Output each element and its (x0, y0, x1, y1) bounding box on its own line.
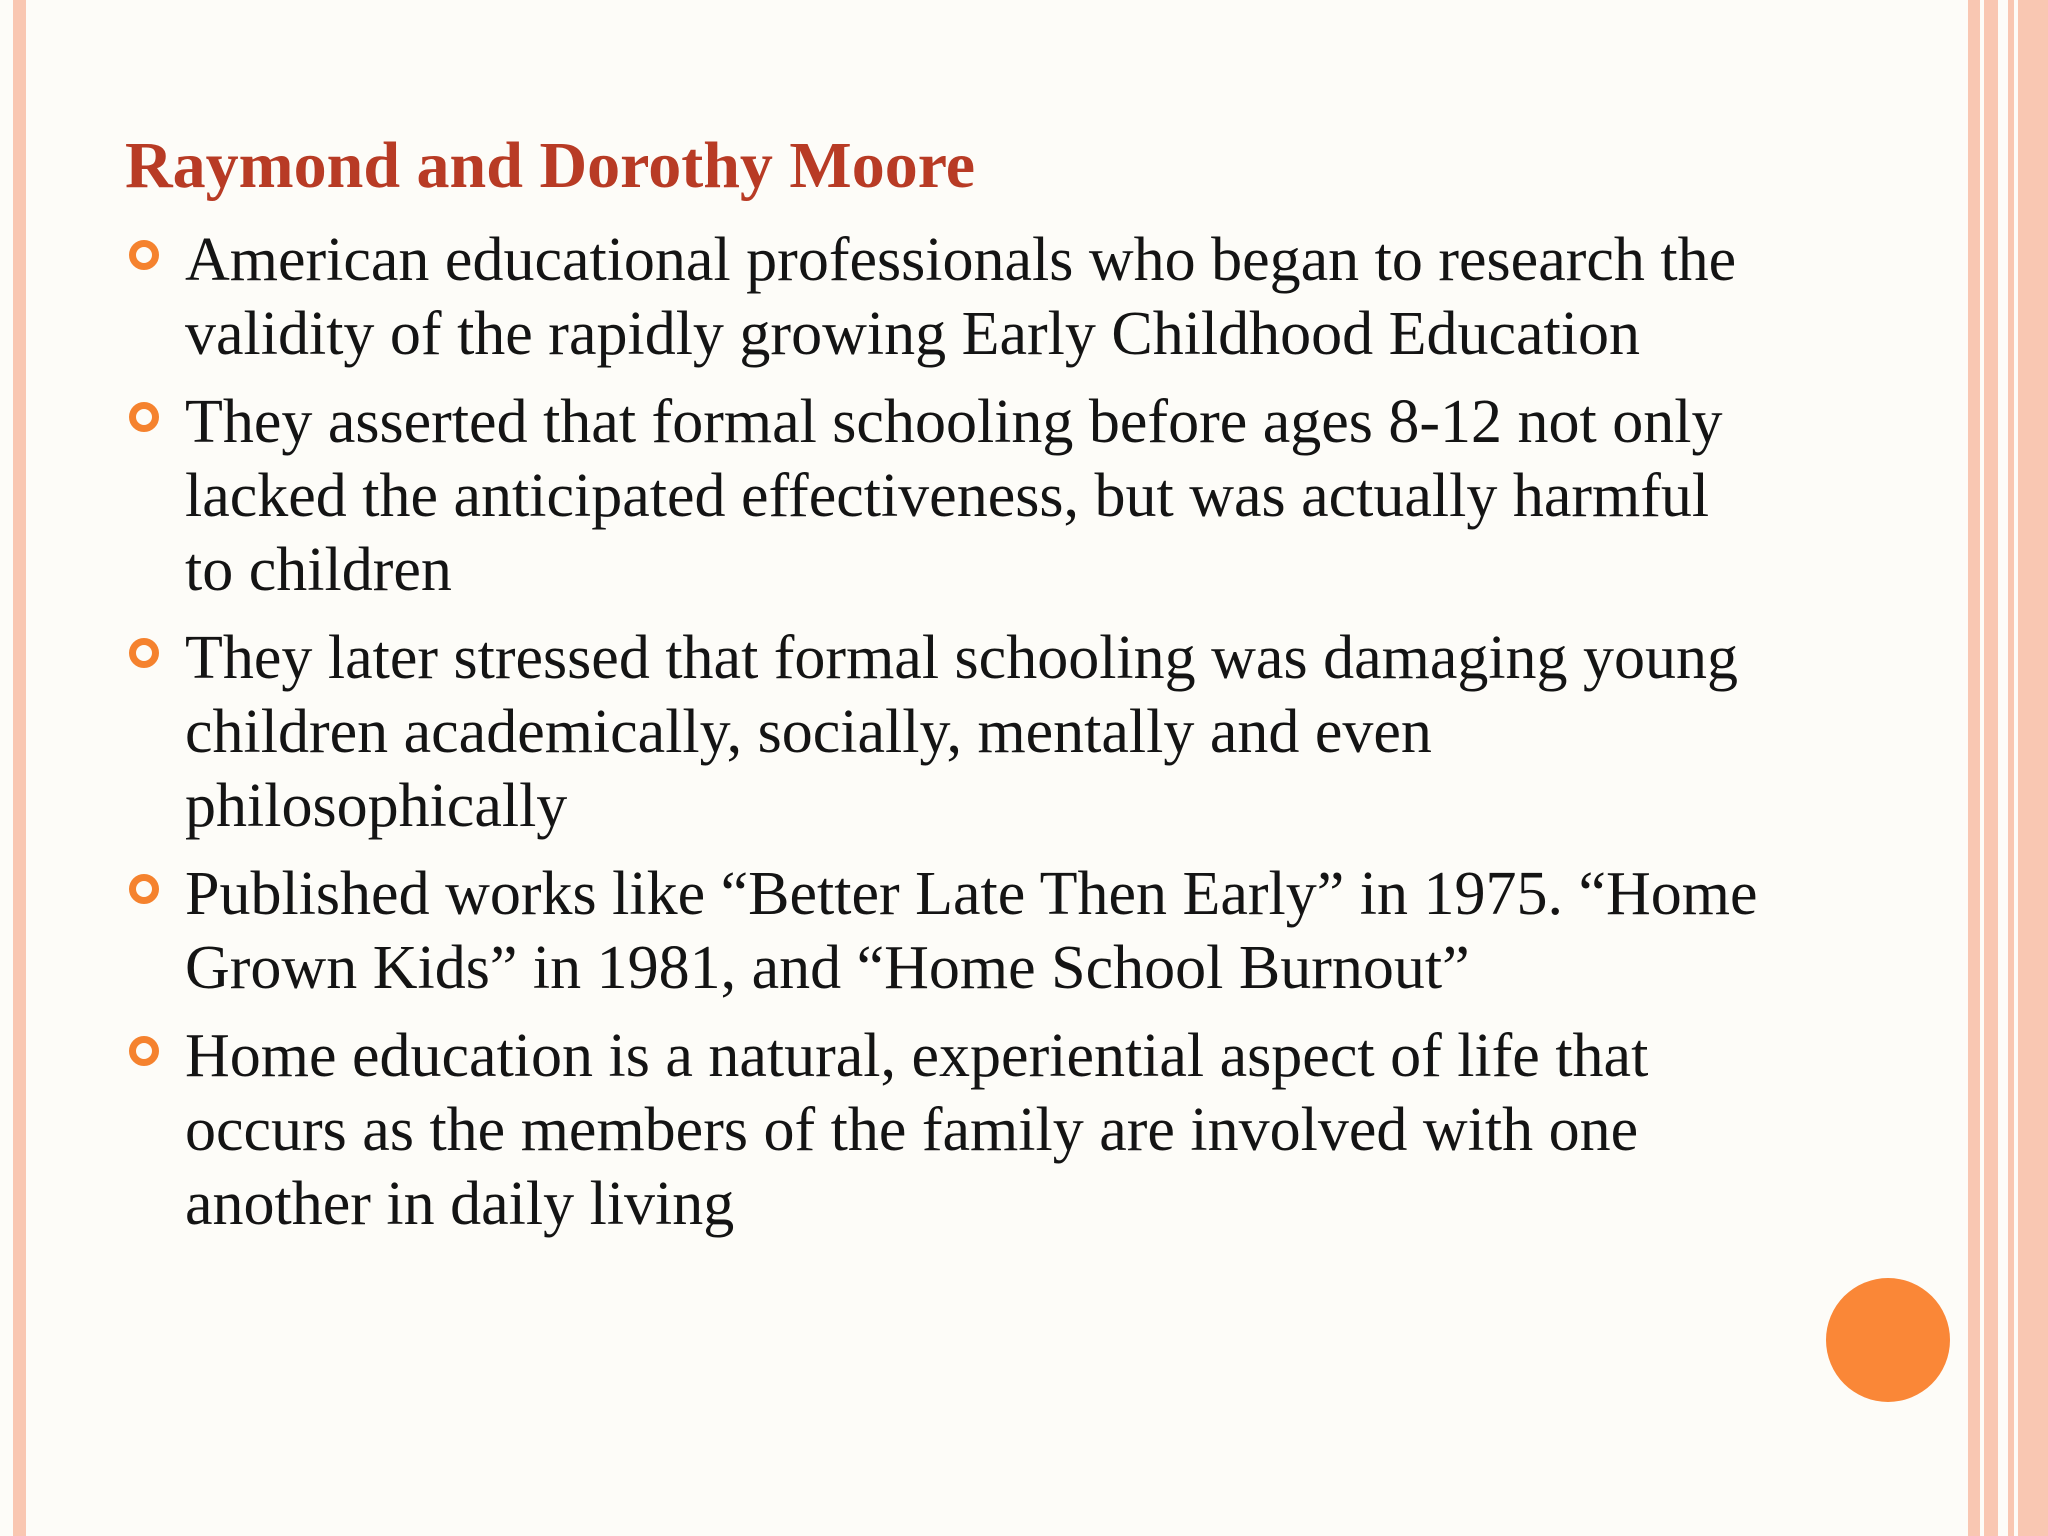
bullet-text: Published works like “Better Late Then Early” in 1975. “Home Grown Kids” in 1981, and “Home School Burnout” (185, 860, 1758, 1002)
right-stripe (1968, 0, 1980, 1536)
slide-title: Raymond and Dorothy Moore (125, 129, 976, 202)
bullet-list (125, 223, 1765, 1255)
bullet-item (125, 385, 1765, 607)
orange-circle-decoration (1826, 1278, 1950, 1402)
bullet-item (125, 857, 1765, 1005)
right-stripe (2018, 0, 2048, 1536)
right-stripe-gap (1998, 0, 2008, 1536)
bullet-text: They asserted that formal schooling before ages 8-12 not only lacked the anticipated effectiveness, but was actually harmful to children (185, 388, 1723, 604)
bullet-item (125, 621, 1765, 843)
bullet-text: They later stressed that formal schooling was damaging young children academically, socially, mentally and even philosophically (185, 624, 1739, 840)
bullet-circle-icon (129, 874, 159, 904)
bullet-circle-icon (129, 638, 159, 668)
bullet-circle-icon (129, 240, 159, 270)
bullet-item (125, 1019, 1765, 1241)
right-stripe (1984, 0, 1998, 1536)
bullet-text: Home education is a natural, experiential aspect of life that occurs as the members of the family are involved with one another in daily living (185, 1022, 1649, 1238)
bullet-text: American educational professionals who began to research the validity of the rapidly growing Early Childhood Education (185, 226, 1737, 368)
bullet-circle-icon (129, 402, 159, 432)
left-border-stripe (13, 0, 26, 1536)
bullet-item (125, 223, 1765, 371)
right-border-stripes (1968, 0, 2048, 1536)
bullet-circle-icon (129, 1036, 159, 1066)
